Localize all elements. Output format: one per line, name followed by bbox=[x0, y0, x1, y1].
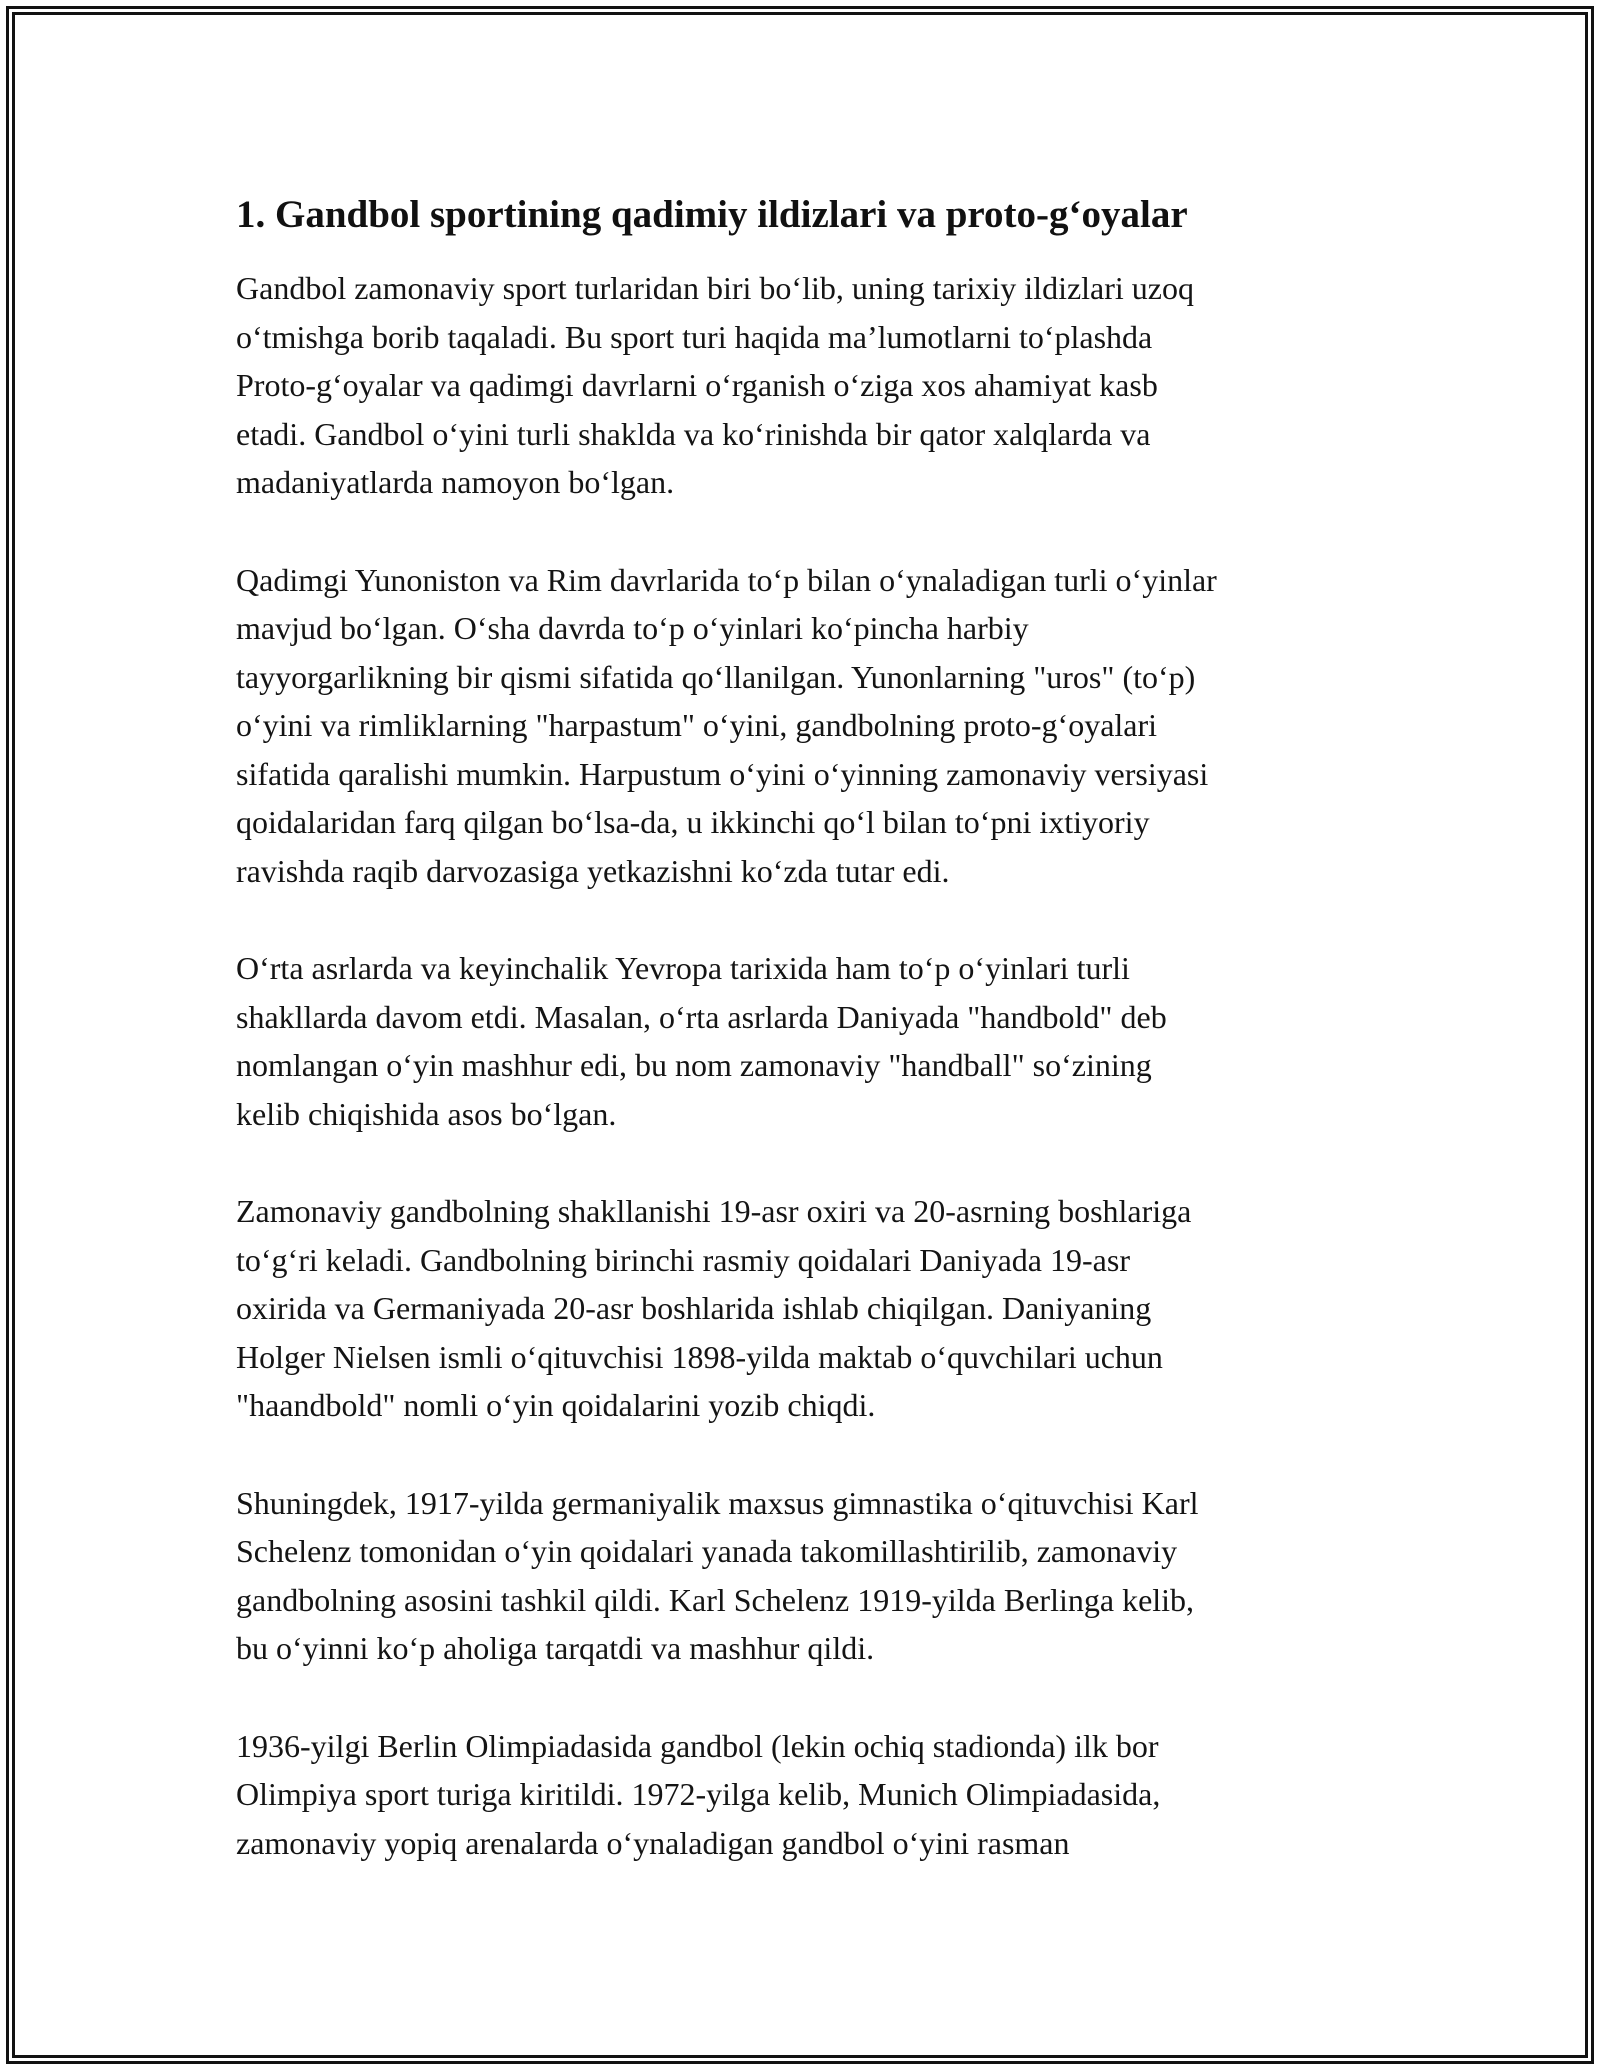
paragraph-3: O‘rta asrlarda va keyinchalik Yevropa tarixida ham to‘p o‘yinlari turli shakllarda davom etdi. Masalan, o‘rta asrlarda Daniyada "handbold" deb nomlangan o‘yin mashhur edi, bu nom zamonaviy "handball" so‘zining kelib chiqishida asos bo‘lgan. bbox=[236, 950, 1167, 1132]
paragraph-6: 1936-yilgi Berlin Olimpiadasida gandbol (lekin ochiq stadionda) ilk bor Olimpiya sport turiga kiritildi. 1972-yilga kelib, Munich Olimpiadasida, zamonaviy yopiq arenalarda o‘ynaladigan gandbol o‘yini rasman bbox=[236, 1727, 1161, 1861]
section-heading: 1. Gandbol sportining qadimiy ildizlari va proto-g‘oyalar bbox=[236, 193, 1188, 236]
paragraph-5: Shuningdek, 1917-yilda germaniyalik maxsus gimnastika o‘qituvchisi Karl Schelenz tomonidan o‘yin qoidalari yanada takomillashtirilib, zamonaviy gandbolning asosini tashkil qildi. Karl Schelenz 1919-yilda Berlinga kelib, bu o‘yinni ko‘p aholiga tarqatdi va mashhur qildi. bbox=[236, 1484, 1199, 1666]
paragraph-4: Zamonaviy gandbolning shakllanishi 19-asr oxiri va 20-asrning boshlariga to‘g‘ri keladi. Gandbolning birinchi rasmiy qoidalari Daniyada 19-asr oxirida va Germaniyada 20-asr boshlarida ishlab chiqilgan. Daniyaning Holger Nielsen ismli o‘qituvchisi 1898-yilda maktab o‘quvchilari uchun "haandbold" nomli o‘yin qoidalarini yozib chiqdi. bbox=[236, 1193, 1192, 1423]
paragraph-2: Qadimgi Yunoniston va Rim davrlarida to‘p bilan o‘ynaladigan turli o‘yinlar mavjud bo‘lgan. O‘sha davrda to‘p o‘yinlari ko‘pincha harbiy tayyorgarlikning bir qismi sifatida qo‘llanilgan. Yunonlarning "uros" (to‘p) o‘yini va rimliklarning "harpastum" o‘yini, gandbolning proto-g‘oyalari sifatida qaralishi mumkin. Harpustum o‘yini o‘yinning zamonaviy versiyasi qoidalaridan farq qilgan bo‘lsa-da, u ikkinchi qo‘l bilan to‘pni ixtiyoriy ravishda raqib darvozasiga yetkazishni ko‘zda tutar edi. bbox=[236, 561, 1217, 889]
section-body bbox=[236, 264, 1376, 1867]
document-page bbox=[236, 190, 1376, 1916]
paragraph-1: Gandbol zamonaviy sport turlaridan biri bo‘lib, uning tarixiy ildizlari uzoq o‘tmishga borib taqaladi. Bu sport turi haqida ma’lumotlarni to‘plashda Proto-g‘oyalar va qadimgi davrlarni o‘rganish o‘ziga xos ahamiyat kasb etadi. Gandbol o‘yini turli shaklda va ko‘rinishda bir qator xalqlarda va madaniyatlarda namoyon bo‘lgan. bbox=[236, 270, 1194, 500]
